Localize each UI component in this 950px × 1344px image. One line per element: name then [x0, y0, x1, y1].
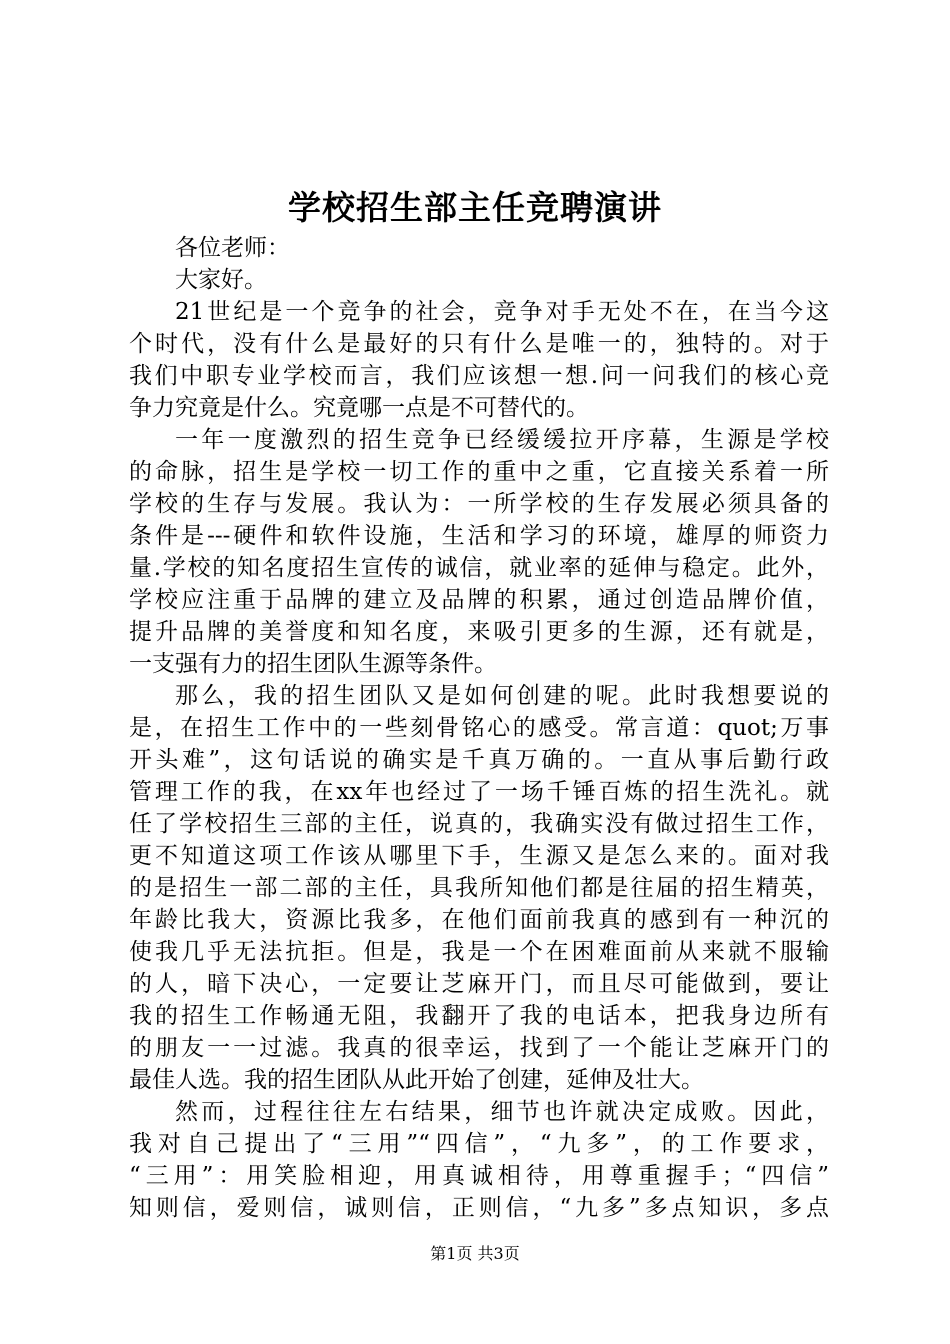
body-line: 最佳人选。我的招生团队从此开始了创建，延伸及壮大。 [129, 1067, 704, 1093]
document-title: 学校招生部主任竞聘演讲 [288, 188, 662, 227]
body-line: 学校的生存与发展。我认为：一所学校的生存发展必须具备的 [129, 491, 829, 517]
body-line: 条件是---硬件和软件设施，生活和学习的环境，雄厚的师资力 [129, 523, 829, 549]
body-line: 的命脉，招生是学校一切工作的重中之重，它直接关系着一所 [129, 459, 829, 485]
body-line: 提升品牌的美誉度和知名度，来吸引更多的生源，还有就是， [129, 619, 829, 645]
document-body [129, 232, 829, 1224]
body-line: 然而，过程往往左右结果，细节也许就决定成败。因此， [175, 1099, 829, 1125]
body-line: 我的招生工作畅通无阻，我翻开了我的电话本，把我身边所有 [129, 1003, 829, 1029]
body-line: 21世纪是一个竞争的社会，竞争对手无处不在，在当今这 [175, 299, 829, 325]
body-line: 知则信，爱则信，诚则信，正则信，“九多”多点知识，多点 [129, 1195, 829, 1221]
body-line: 争力究竟是什么。究竟哪一点是不可替代的。 [129, 395, 589, 421]
body-line: 我们中职专业学校而言，我们应该想一想.问一问我们的核心竞 [129, 363, 829, 389]
body-line: 那么，我的招生团队又是如何创建的呢。此时我想要说的 [175, 683, 829, 709]
body-line: 一支强有力的招生团队生源等条件。 [129, 651, 497, 677]
body-line: 管理工作的我，在xx年也经过了一场千锤百炼的招生洗礼。就 [129, 779, 829, 805]
body-line: 学校应注重于品牌的建立及品牌的积累，通过创造品牌价值， [129, 587, 829, 613]
body-line: 的人，暗下决心，一定要让芝麻开门，而且尽可能做到，要让 [129, 971, 829, 997]
body-line: 各位老师： [175, 235, 290, 261]
body-line: 量.学校的知名度招生宣传的诚信，就业率的延伸与稳定。此外， [129, 555, 829, 581]
body-line: 我对自己提出了“三用”“四信”，“九多”，的工作要求， [129, 1131, 829, 1157]
body-line: 更不知道这项工作该从哪里下手，生源又是怎么来的。面对我 [129, 843, 829, 869]
body-line: 个时代，没有什么是最好的只有什么是唯一的，独特的。对于 [129, 331, 829, 357]
body-line: 年龄比我大，资源比我多，在他们面前我真的感到有一种沉的 [129, 907, 829, 933]
body-line: 开头难”，这句话说的确实是千真万确的。一直从事后勤行政 [129, 747, 829, 773]
body-line: 一年一度激烈的招生竞争已经缓缓拉开序幕，生源是学校 [175, 427, 829, 453]
body-line: 的是招生一部二部的主任，具我所知他们都是往届的招生精英， [129, 875, 829, 901]
body-line: 的朋友一一过滤。我真的很幸运，找到了一个能让芝麻开门的 [129, 1035, 829, 1061]
body-line: 使我几乎无法抗拒。但是，我是一个在困难面前从来就不服输 [129, 939, 829, 965]
page-footer: 第1页 共3页 [430, 1244, 520, 1263]
body-line: 任了学校招生三部的主任，说真的，我确实没有做过招生工作， [129, 811, 829, 837]
body-line: 大家好。 [175, 267, 267, 293]
body-line: 是，在招生工作中的一些刻骨铭心的感受。常言道：quot;万事 [129, 715, 829, 741]
body-line: “三用”：用笑脸相迎，用真诚相待，用尊重握手；“四信” [129, 1163, 829, 1189]
